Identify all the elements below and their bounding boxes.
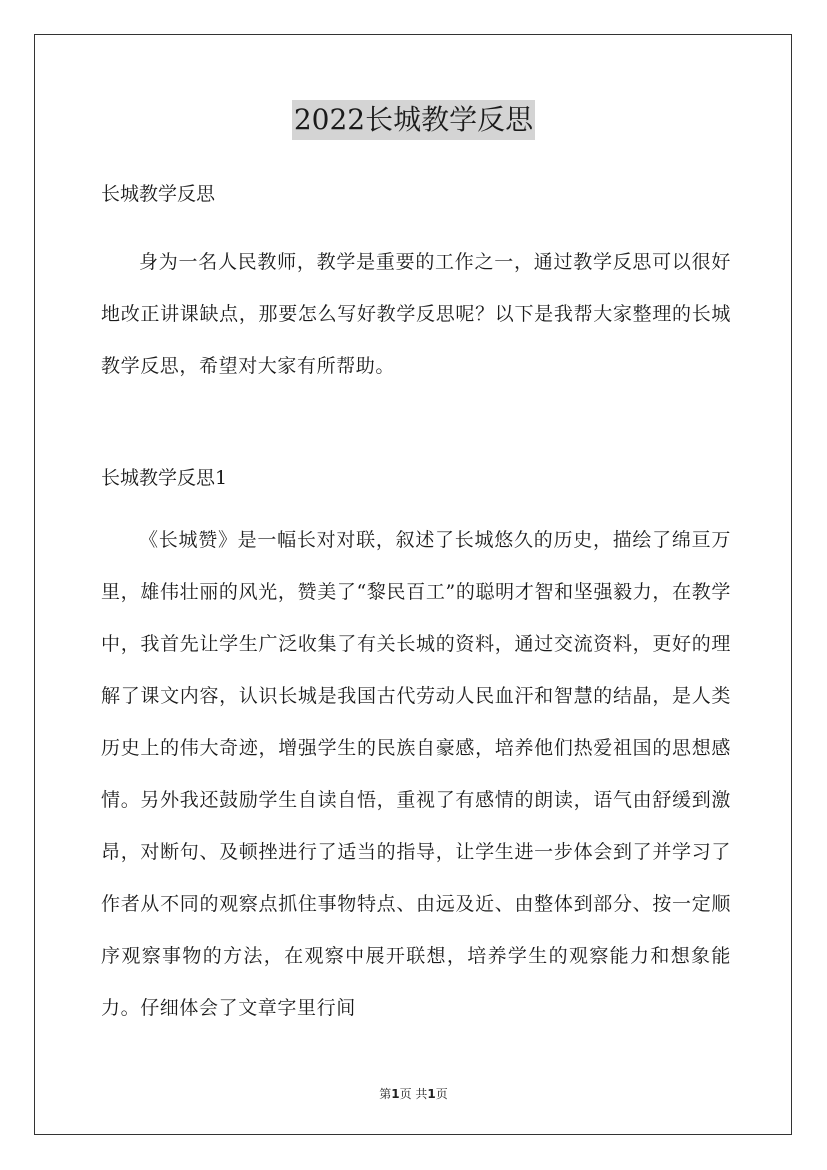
section-paragraph: 《长城赞》是一幅长对对联，叙述了长城悠久的历史，描绘了绵亘万里，雄伟壮丽的风光，赞美了“黎民百工”的聪明才智和坚强毅力，在教学中，我首先让学生广泛收集了有关长城的资料，通过交流资料，更好的理解了课文内容，认识长城是我国古代劳动人民血汗和智慧的结晶，是人类历史上的伟大奇迹，增强学生的民族自豪感，培养他们热爱祖国的思想感情。另外我还鼓励学生自读自悟，重视了有感情的朗读，语气由舒缓到激昂，对断句、及顿挫进行了适当的指导，让学生进一步体会到了并学习了作者从不同的观察点抓住事物特点、由远及近、由整体到部分、按一定顺序观察事物的方法，在观察中展开联想，培养学生的观察能力和想象能力。仔细体会了文章字里行间 — [101, 529, 731, 1019]
intro-paragraph: 身为一名人民教师，教学是重要的工作之一，通过教学反思可以很好地改正讲课缺点，那要怎么写好教学反思呢？以下是我帮大家整理的长城教学反思，希望对大家有所帮助。 — [101, 251, 731, 377]
subtitle-heading: 长城教学反思 — [101, 183, 216, 205]
footer-mid: 页 共 — [399, 1087, 428, 1101]
document-title-text: 2022长城教学反思 — [292, 100, 535, 140]
section-heading: 长城教学反思1 — [101, 467, 228, 489]
footer-prefix: 第 — [379, 1087, 392, 1101]
footer-current-page: 1 — [391, 1087, 400, 1101]
document-title — [0, 100, 827, 140]
document-body — [101, 172, 731, 1034]
page-footer — [0, 1085, 827, 1102]
footer-total-pages: 1 — [427, 1087, 436, 1101]
footer-suffix: 页 — [435, 1087, 448, 1101]
